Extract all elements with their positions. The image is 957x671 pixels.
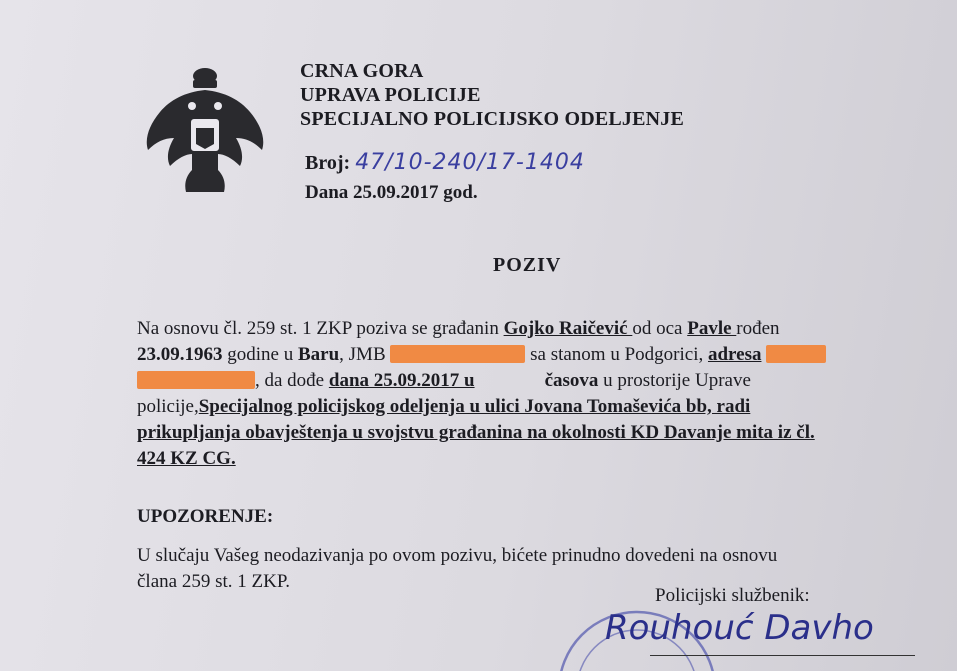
purpose-text: prikupljanja obavještenja u svojstvu građanina na okolnosti KD Davanje mita iz čl.: [137, 422, 815, 443]
redaction-address: [766, 345, 826, 363]
signature-underline: [650, 655, 915, 656]
document-date: Dana 25.09.2017 god.: [305, 182, 478, 203]
father-name: Pavle: [687, 318, 737, 339]
broj-value: 47/10-240/17-1404: [355, 150, 585, 175]
body-line-3: [137, 370, 917, 392]
body-text: rođen: [736, 318, 780, 339]
header-department: SPECIJALNO POLICIJSKO ODELJENJE: [300, 108, 685, 130]
legal-reference: 424 KZ CG.: [137, 448, 236, 469]
broj-label: Broj:: [305, 152, 351, 174]
body-text: od oca: [632, 318, 688, 339]
body-text: , JMB: [339, 344, 391, 365]
body-line-2: [137, 344, 917, 366]
citizen-name: Gojko Raičević: [503, 318, 633, 339]
redaction-jmb: [390, 345, 525, 363]
header-country: CRNA GORA: [300, 60, 424, 82]
body-text: Na osnovu čl. 259 st. 1 ZKP poziva se građanin: [137, 318, 504, 339]
department-address: Specijalnog policijskog odeljenja u ulici Jovana Tomaševića bb, radi: [198, 396, 751, 417]
body-line-6: [137, 448, 917, 470]
date-of-birth: 23.09.1963: [137, 344, 223, 365]
body-line-5: [137, 422, 917, 444]
coat-of-arms-icon: [140, 66, 270, 198]
body-text: u prostorije Uprave: [598, 370, 751, 391]
address-label: adresa: [707, 344, 762, 365]
body-text: policije,: [137, 396, 199, 417]
warning-heading: UPOZORENJE:: [137, 506, 274, 527]
body-text: godine u: [222, 344, 298, 365]
body-text: sa stanom u Podgorici,: [525, 344, 708, 365]
redaction-address-cont: [137, 371, 255, 389]
header-agency: UPRAVA POLICIJE: [300, 84, 481, 106]
handwritten-signature: Rouhouć Davho: [605, 608, 874, 648]
reference-number: [305, 150, 585, 175]
body-text: , da dođe: [255, 370, 329, 391]
appointment-date: dana 25.09.2017 u: [328, 370, 475, 391]
birth-city: Baru: [297, 344, 340, 365]
appointment-time: časova: [544, 370, 599, 391]
document-title: POZIV: [493, 254, 562, 276]
warning-line-1: U slučaju Vašeg neodazivanja po ovom pozivu, bićete prinudno dovedeni na osnovu: [137, 545, 778, 566]
body-line-1: [137, 318, 917, 340]
body-line-4: [137, 396, 917, 418]
signature-label: Policijski službenik:: [655, 585, 810, 606]
warning-line-2: člana 259 st. 1 ZKP.: [137, 571, 291, 592]
